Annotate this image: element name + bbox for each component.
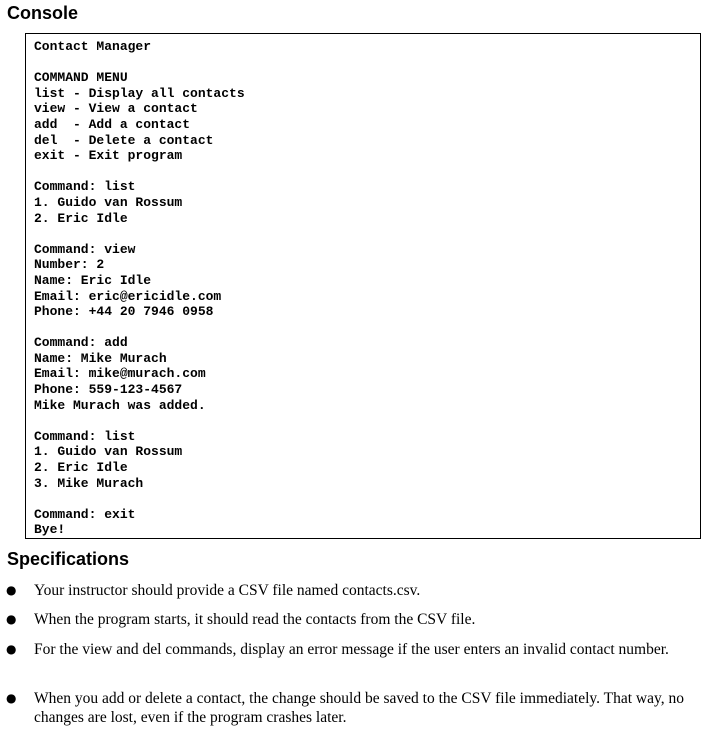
console-line: Command: list [34,428,136,444]
console-line [34,55,245,71]
console-output-box [25,33,701,539]
console-line: Email: eric@ericidle.com [34,288,222,304]
bullet-icon: ● [6,691,17,705]
specification-text: When you add or delete a contact, the change should be saved to the CSV file immediately. That way, no changes are lost, even if the program crashes later. [34,690,684,726]
console-line: Phone: +44 20 7946 0958 [34,304,214,320]
console-line [34,164,245,180]
console-heading: Console [7,3,79,23]
console-line: view - View a contact [34,101,198,117]
console-line: Command: exit [34,506,136,522]
specification-text: When the program starts, it should read the contacts from the CSV file. [34,611,476,628]
console-line: Bye! [34,522,66,538]
console-line: list - Display all contacts [34,85,245,101]
console-line: Name: Mike Murach [34,350,167,366]
console-line: 1. Guido van Rossum [34,194,183,210]
console-line: del - Delete a contact [34,132,214,148]
console-line: Command: add [34,335,128,351]
console-line: Mike Murach was added. [34,397,206,413]
specification-text: For the view and del commands, display an error message if the user enters an invalid contact number. [34,641,669,658]
console-line: Contact Manager [34,39,152,54]
console-line: Phone: 559-123-4567 [34,382,183,398]
console-line: Name: Eric Idle [34,272,152,288]
console-line: Number: 2 [34,257,105,273]
console-line: add - Add a contact [34,116,191,132]
specification-text: Your instructor should provide a CSV file named contacts.csv. [34,582,421,599]
bullet-icon: ● [6,612,17,626]
console-line: 2. Eric Idle [34,210,128,226]
bullet-icon: ● [6,583,17,597]
console-line: 2. Eric Idle [34,460,128,476]
console-line: Command: list [34,179,136,195]
specifications-heading: Specifications [7,549,130,569]
console-output [34,39,245,538]
console-line [34,320,245,336]
console-line: exit - Exit program [34,148,183,164]
console-line: 3. Mike Murach [34,475,144,491]
console-line: 1. Guido van Rossum [34,444,183,460]
bullet-icon: ● [6,642,17,656]
console-line: Email: mike@murach.com [34,366,206,382]
console-line [34,413,245,429]
console-line [34,491,245,507]
console-line: COMMAND MENU [34,70,128,86]
console-line [34,226,245,242]
console-line: Command: view [34,241,136,257]
